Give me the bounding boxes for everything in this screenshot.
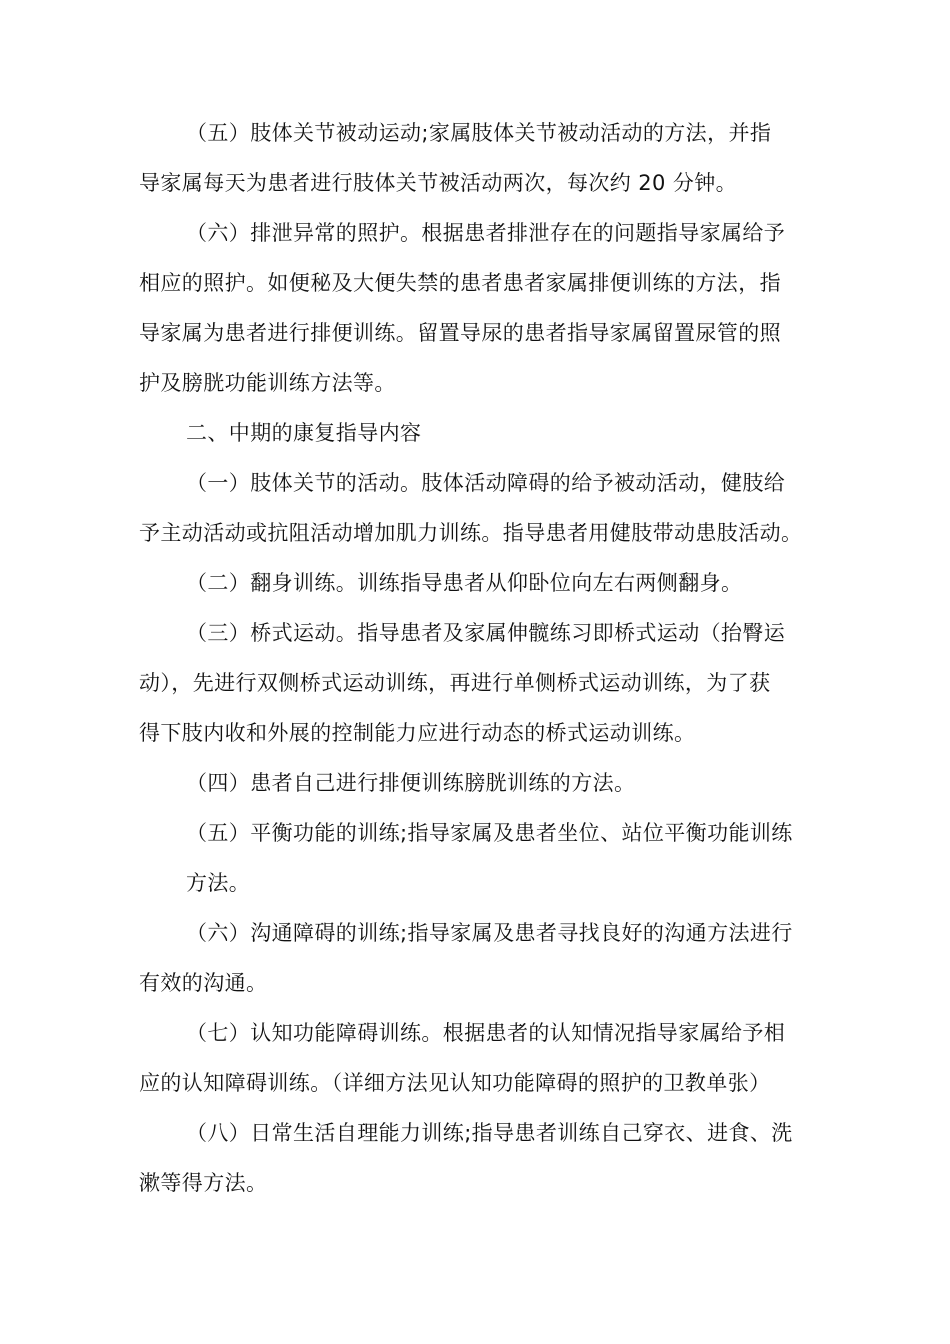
- text-line: （三）桥式运动。指导患者及家属伸髋练习即桥式运动（抬臀运: [186, 621, 786, 645]
- text-line: 应的认知障碍训练。（详细方法见认知功能障碍的照护的卫教单张）: [139, 1071, 771, 1095]
- text-line: 导家属为患者进行排便训练。留置导尿的患者指导家属留置尿管的照: [139, 321, 781, 345]
- text-line: （七）认知功能障碍训练。根据患者的认知情况指导家属给予相: [186, 1021, 786, 1045]
- text-line: （六）沟通障碍的训练;指导家属及患者寻找良好的沟通方法进行: [186, 921, 793, 945]
- text-line: 漱等得方法。: [139, 1171, 268, 1195]
- text-line: （二）翻身训练。训练指导患者从仰卧位向左右两侧翻身。: [186, 571, 743, 595]
- text-line: （六）排泄异常的照护。根据患者排泄存在的问题指导家属给予: [186, 221, 786, 245]
- text-line: 予主动活动或抗阻活动增加肌力训练。指导患者用健肢带动患肢活动。: [139, 521, 803, 545]
- text-line: （四）患者自己进行排便训练膀胱训练的方法。: [186, 771, 636, 795]
- text-line: 导家属每天为患者进行肢体关节被活动两次，每次约 20 分钟。: [139, 171, 738, 195]
- text-line: （八）日常生活自理能力训练;指导患者训练自己穿衣、进食、洗: [186, 1121, 793, 1145]
- text-line: 得下肢内收和外展的控制能力应进行动态的桥式运动训练。: [139, 721, 696, 745]
- text-line: 方法。: [186, 871, 251, 895]
- text-line: （一）肢体关节的活动。肢体活动障碍的给予被动活动，健肢给: [186, 471, 786, 495]
- text-line: 相应的照护。如便秘及大便失禁的患者患者家属排便训练的方法，指: [139, 271, 781, 295]
- text-line: （五）平衡功能的训练;指导家属及患者坐位、站位平衡功能训练: [186, 821, 793, 845]
- text-line: 有效的沟通。: [139, 971, 268, 995]
- text-line: 护及膀胱功能训练方法等。: [139, 371, 396, 395]
- text-line: （五）肢体关节被动运动;家属肢体关节被动活动的方法，并指: [186, 121, 772, 145]
- text-line: 动），先进行双侧桥式运动训练，再进行单侧桥式运动训练，为了获: [139, 671, 771, 695]
- section-heading: 二、中期的康复指导内容: [186, 421, 422, 445]
